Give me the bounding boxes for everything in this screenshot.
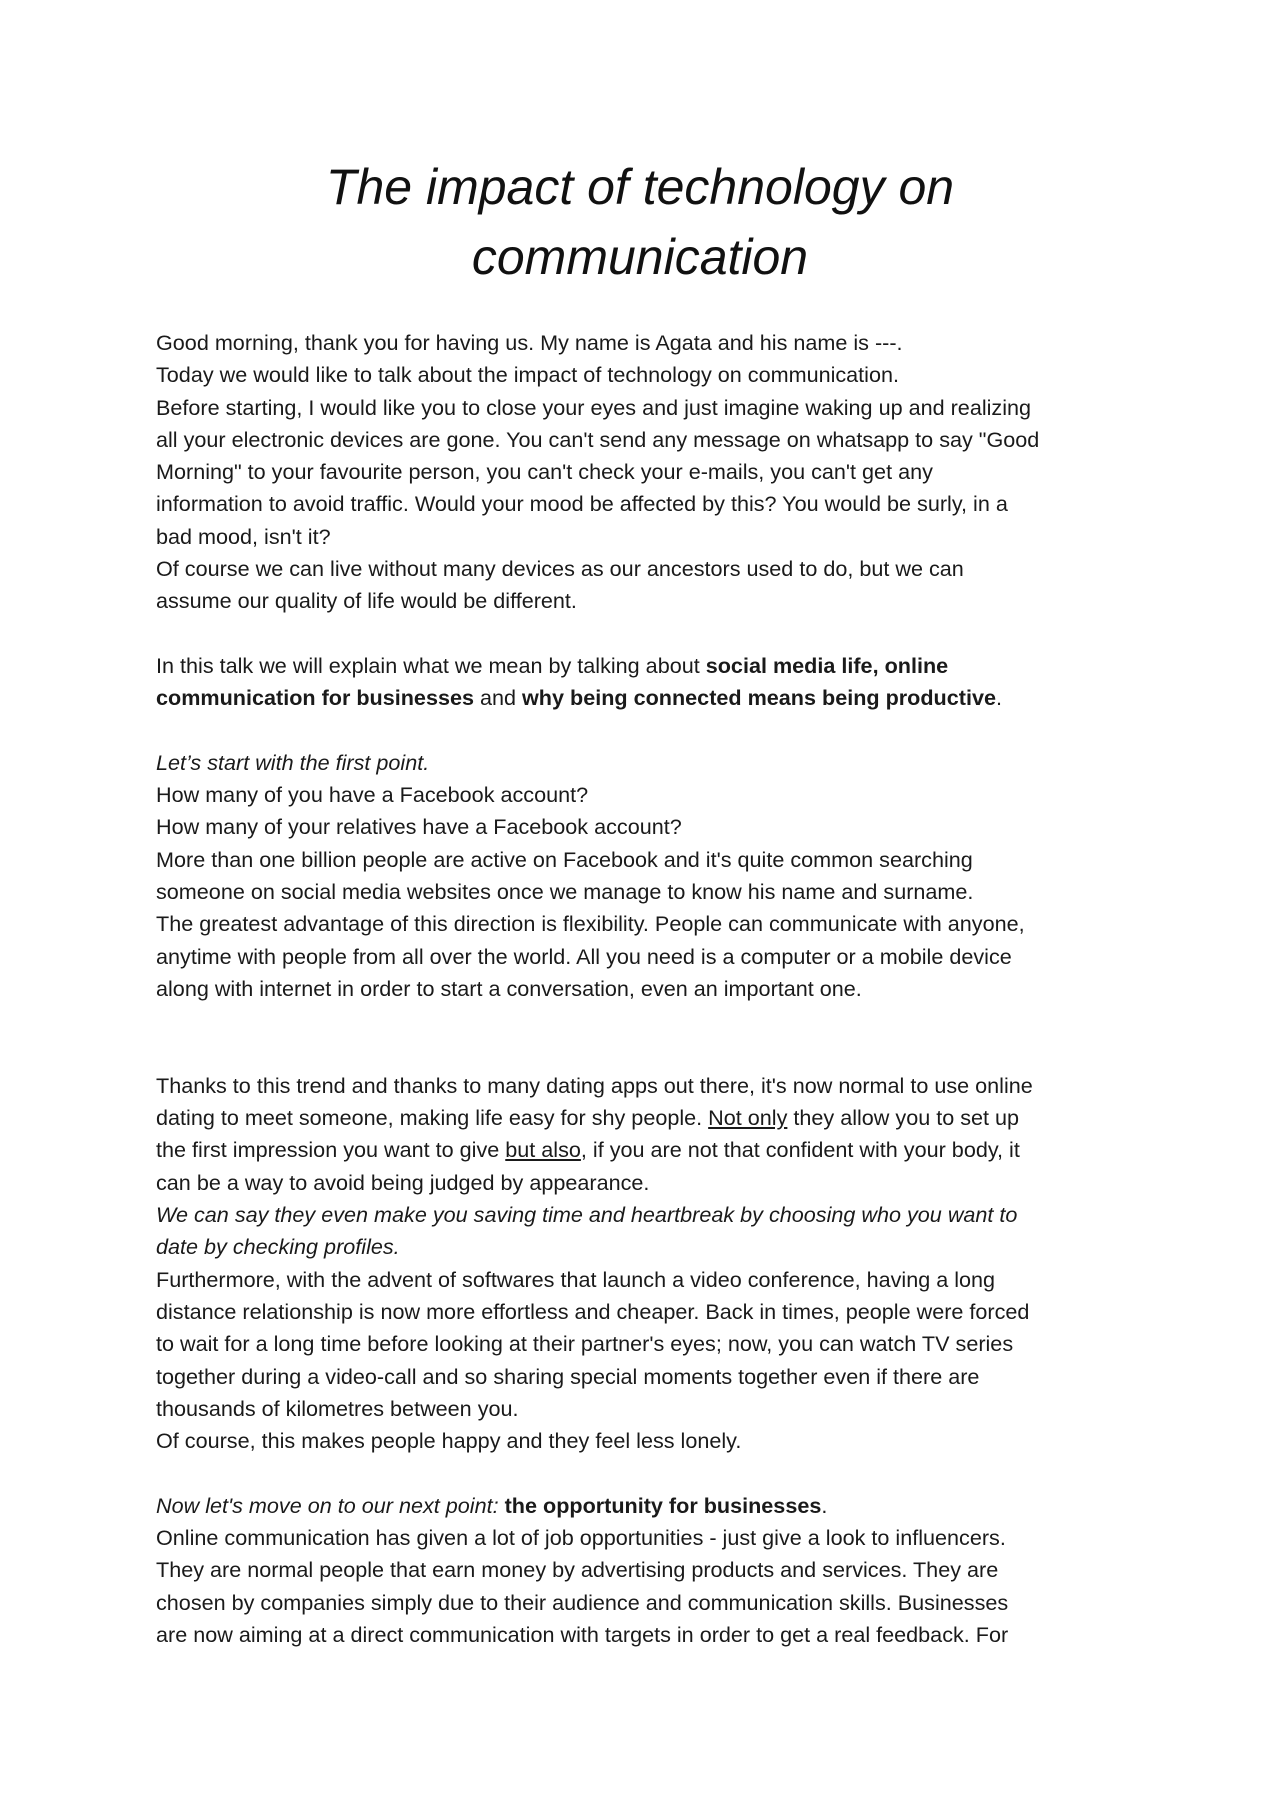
text-line <box>156 1199 1136 1231</box>
paragraph-gap <box>156 715 1136 747</box>
bold-text: why being connected means being productive <box>522 685 996 711</box>
text-run: In this talk we will explain what we mean by talking about <box>156 652 706 678</box>
text-line: Of course, this makes people happy and they feel less lonely. <box>156 1428 742 1454</box>
text-line: The greatest advantage of this direction is flexibility. People can communicate with anyone, <box>156 911 1025 937</box>
text-run: the first impression you want to give <box>156 1137 506 1163</box>
text-line: along with internet in order to start a conversation, even an important one. <box>156 975 862 1001</box>
text-line: Today we would like to talk about the impact of technology on communication. <box>156 362 900 388</box>
title-line: communication <box>471 229 809 285</box>
text-line: information to avoid traffic. Would your mood be affected by this? You would be surly, in a <box>156 491 1008 517</box>
text-line: can be a way to avoid being judged by appearance. <box>156 1169 650 1195</box>
text-line: Before starting, I would like you to close your eyes and just imagine waking up and realizing <box>156 394 1032 420</box>
italic-text: We can say they even make you saving time and heartbreak by choosing who you want to <box>156 1202 1018 1228</box>
text-line: How many of your relatives have a Facebook account? <box>156 814 682 840</box>
underlined-text: but also <box>505 1137 581 1163</box>
text-line: chosen by companies simply due to their audience and communication skills. Businesses <box>156 1589 1009 1615</box>
underlined-text: Not only <box>708 1105 788 1131</box>
text-line <box>156 1102 1136 1134</box>
title-line: The impact of technology on <box>325 159 955 215</box>
text-run: . <box>995 685 1002 711</box>
text-line: all your electronic devices are gone. You can't send any message on whatsapp to say "Good <box>156 426 1040 452</box>
text-line: together during a video-call and so sharing special moments together even if there are <box>156 1363 980 1389</box>
text-line: Furthermore, with the advent of softwares that launch a video conference, having a long <box>156 1266 996 1292</box>
text-line <box>156 1231 1136 1263</box>
bold-text: online <box>884 652 949 678</box>
italic-text: Now let's move on to our next point: <box>156 1492 505 1518</box>
italic-text: date by checking profiles. <box>156 1234 400 1260</box>
bold-text: the opportunity for businesses <box>504 1492 822 1518</box>
text-line <box>156 1134 1136 1166</box>
document-body <box>156 327 1136 1651</box>
text-line: someone on social media websites once we manage to know his name and surname. <box>156 879 974 905</box>
text-line <box>156 1490 1136 1522</box>
text-run: , <box>872 652 885 678</box>
paragraph-gap <box>156 1457 1136 1489</box>
paragraph-gap <box>156 1005 1136 1070</box>
text-line: They are normal people that earn money by advertising products and services. They are <box>156 1557 999 1583</box>
paragraph-gap <box>156 618 1136 650</box>
bold-text: social media life <box>705 652 873 678</box>
text-line: thousands of kilometres between you. <box>156 1395 519 1421</box>
text-line <box>156 650 1136 682</box>
text-run: they allow you to set up <box>787 1105 1020 1131</box>
bold-text: communication for businesses <box>156 685 474 711</box>
text-line: More than one billion people are active on Facebook and it's quite common searching <box>156 846 973 872</box>
text-line: Of course we can live without many devices as our ancestors used to do, but we can <box>156 556 964 582</box>
text-line: Good morning, thank you for having us. My name is Agata and his name is ---. <box>156 330 903 355</box>
text-line: are now aiming at a direct communication with targets in order to get a real feedback. For <box>156 1621 1009 1647</box>
text-line: Online communication has given a lot of job opportunities - just give a look to influencers. <box>156 1524 1006 1550</box>
text-line: assume our quality of life would be different. <box>156 588 577 614</box>
text-line: to wait for a long time before looking at their partner's eyes; now, you can watch TV series <box>156 1331 1014 1357</box>
text-run: and <box>473 685 523 711</box>
text-line <box>156 747 1136 779</box>
text-line: How many of you have a Facebook account? <box>156 782 589 808</box>
text-run: dating to meet someone, making life easy for shy people. <box>156 1105 709 1131</box>
text-run: , if you are not that confident with your body, it <box>580 1137 1020 1163</box>
italic-text: Let’s start with the first point. <box>156 749 430 775</box>
text-line: Thanks to this trend and thanks to many dating apps out there, it's now normal to use online <box>156 1072 1033 1098</box>
text-line: anytime with people from all over the world. All you need is a computer or a mobile device <box>156 943 1012 969</box>
document-title <box>0 152 1280 292</box>
text-run: . <box>821 1492 828 1518</box>
text-line: distance relationship is now more effortless and cheaper. Back in times, people were forced <box>156 1298 1030 1324</box>
text-line <box>156 682 1136 714</box>
text-line: Morning" to your favourite person, you can't check your e-mails, you can't get any <box>156 459 933 485</box>
text-line: bad mood, isn't it? <box>156 523 331 549</box>
